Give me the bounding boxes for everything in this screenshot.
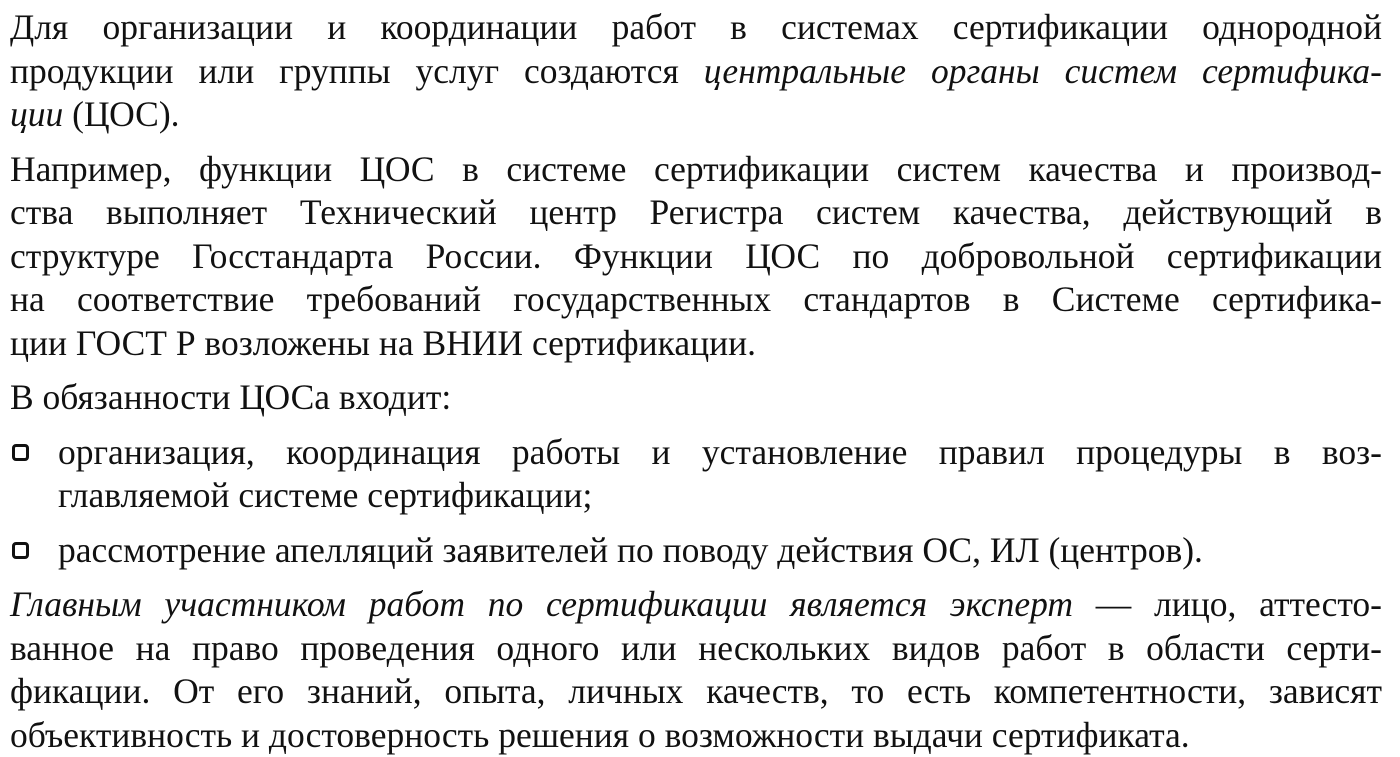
text-line: фикации. От его знаний, опыта, личных качеств, то есть компетентности, зависят [10, 670, 1382, 714]
text-fragment: продукции или группы услуг создаются [10, 51, 704, 91]
text-line: организация, координация работы и установление правил процедуры в воз- [58, 431, 1382, 475]
text-line: главляемой системе сертификации; [58, 474, 1382, 518]
text-line: на соответствие требований государственных стандартов в Системе сертифика- [10, 278, 1382, 322]
list-item [10, 431, 1382, 518]
list-item [10, 529, 1382, 573]
text-line: рассмотрение апелляций заявителей по поводу действия ОС, ИЛ (центров). [58, 529, 1382, 573]
italic-term: центральные органы систем сертифика- [704, 51, 1382, 91]
list-intro [10, 376, 1382, 420]
text-line [10, 93, 1382, 137]
text-line: ванное на право проведения одного или нескольких видов работ в области серти- [10, 627, 1382, 671]
text-fragment: — лицо, аттесто- [1073, 584, 1382, 624]
text-line: ции ГОСТ Р возложены на ВНИИ сертификации. [10, 322, 1382, 366]
text-fragment: (ЦОС). [63, 94, 179, 134]
checkbox-bullet-icon [12, 542, 29, 559]
text-line: ства выполняет Технический центр Регистра систем качества, действующий в [10, 191, 1382, 235]
italic-term: Главным участником работ по сертификации является эксперт [10, 584, 1073, 624]
text-line: объективность и достоверность решения о возможности выдачи сертификата. [10, 714, 1382, 757]
text-line [10, 583, 1382, 627]
text-line: В обязанности ЦОСа входит: [10, 376, 1382, 420]
paragraph-central-bodies [10, 6, 1382, 137]
italic-term: ции [10, 94, 63, 134]
paragraph-expert [10, 583, 1382, 757]
text-line [10, 50, 1382, 94]
text-line: структуре Госстандарта России. Функции ЦОС по добровольной сертификации [10, 235, 1382, 279]
text-line: Например, функции ЦОС в системе сертификации систем качества и производ- [10, 148, 1382, 192]
checkbox-bullet-icon [12, 444, 29, 461]
document-page [10, 6, 1382, 757]
paragraph-example [10, 148, 1382, 366]
text-line: Для организации и координации работ в системах сертификации однородной [10, 6, 1382, 50]
